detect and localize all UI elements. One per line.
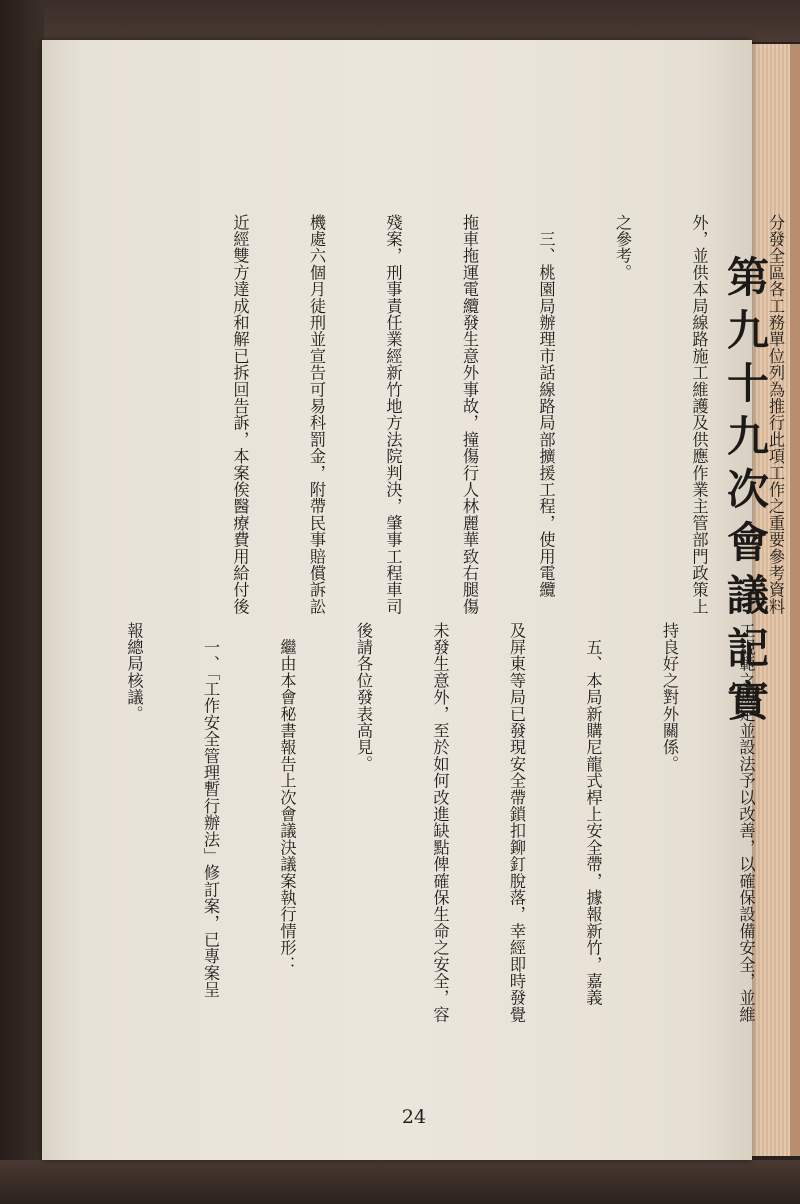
text-line: 三、桃園局辦理市話線路局部擴援工程，使用電纜 [536,214,556,599]
text-line: 殘案，刑事責任業經新竹地方法院判決，肇事工程車司 [383,214,403,615]
book-cover-left [0,0,44,1204]
text-line: 繼由本會秘書報告上次會議決議案執行情形： [277,622,297,973]
text-line: 持良好之對外關係。 [660,622,679,773]
text-line: 五、本局新購尼龍式桿上安全帶，據報新竹，嘉義 [583,622,603,1007]
title-line-2: 第九十九次會議記實 [721,255,770,732]
text-line: 近經雙方達成和解已拆回告訴，本案俟醫療費用給付後 [230,214,250,615]
text-line: 外，並供本局線路施工維護及供應作業主管部門政策上 [689,214,709,615]
text-line: 工規範之規定並設法予以改善，以確保設備安全，並維 [736,622,756,1023]
text-line: 及屏東等局已發現安全帶鎖扣鉚釘脫落，幸經即時發覺 [507,622,526,1023]
text-line: 分發全區各工務單位列為推行此項工作之重要參考資料 [766,214,785,615]
text-line: 報總局核議。 [124,622,144,723]
book-cover-bottom [0,1160,800,1204]
text-line: 一、「工作安全管理暫行辦法」修訂案，已專案呈 [201,622,220,998]
text-line: 未發生意外，至於如何改進缺點俾確保生命之安全，容 [430,622,450,1023]
text-line: 後請各位發表高見。 [354,622,373,773]
book-page [42,40,785,1160]
text-line: 之參考。 [613,214,632,281]
text-line: 機處六個月徒刑並宣告可易科罰金，附帶民事賠償訴訟 [307,214,326,615]
page-number: 24 [401,1106,427,1128]
book-cover-top [0,0,800,42]
body-text-lower [70,622,800,1052]
body-text-upper [176,214,800,644]
text-line: 拖車拖運電纜發生意外事故，撞傷行人林麗華致右腿傷 [460,214,479,615]
